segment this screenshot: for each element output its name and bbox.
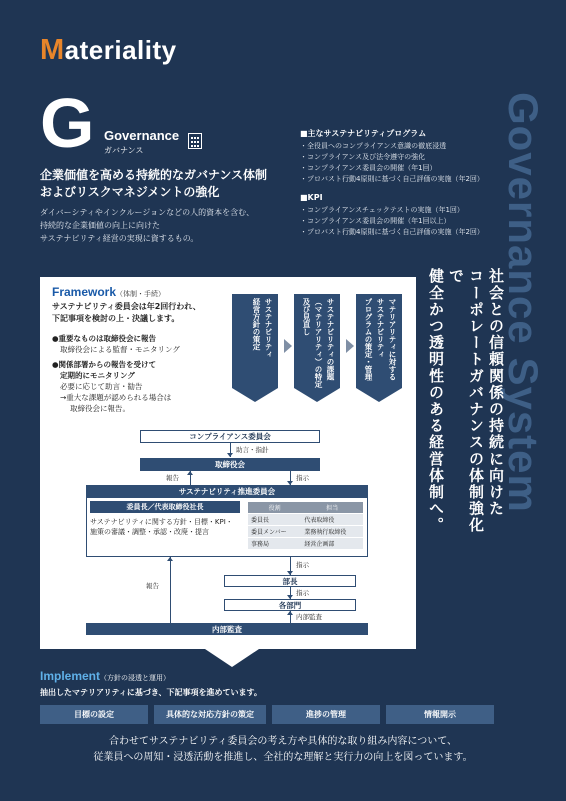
slogan-line: 健全かつ透明性のある経営体制へ。 <box>427 268 445 534</box>
kpi-title: ■KPI <box>300 193 323 202</box>
program-item: ・プロバスト行動4原則に基づく自己評価の実施（年2回） <box>300 175 484 183</box>
step-line: サステナビリティ <box>376 298 385 358</box>
arrow-up-icon <box>187 471 193 475</box>
step-line: サステナビリティ <box>264 298 273 358</box>
role-cell: 代表取締役 <box>301 514 363 526</box>
arrow-up-icon <box>167 557 173 561</box>
framework-item-line: 定期的にモニタリング <box>60 371 135 380</box>
advice-label: 助言・指針 <box>236 446 269 454</box>
framework-item-report <box>52 333 180 355</box>
intro-line: 持続的な企業価値の向上に向けた <box>40 221 160 230</box>
chair-desc-line: サステナビリティに関する方針・目標・KPI・ <box>90 518 233 526</box>
framework-item-monitoring <box>52 359 171 414</box>
step-line: サステナビリティの課題 <box>326 298 335 381</box>
arrow-down-icon <box>227 453 233 457</box>
step-line: マテリアリティに対する <box>388 298 397 381</box>
instruct-label: 指示 <box>296 474 309 482</box>
table-row <box>248 526 363 538</box>
step-arrow-program <box>356 294 402 388</box>
framework-item-line: 必要に応じて助言・勧告 <box>60 382 143 391</box>
role-cell: 経営企画部 <box>301 538 363 550</box>
framework-item-line: →重大な課題が認められる場合は <box>60 393 172 402</box>
intro-line: サステナビリティ経営の実現に資するもの。 <box>40 234 199 243</box>
framework-title-sub: （体制・手続） <box>116 290 166 298</box>
implement-title-sub: （方針の浸透と運用） <box>100 674 171 682</box>
chair-desc <box>90 517 233 537</box>
board-box: 取締役会 <box>140 458 320 471</box>
framework-item-line: ●関係部署からの報告を受けて <box>52 360 157 369</box>
framework-panel <box>40 277 416 649</box>
roles-header: 担当 <box>301 502 363 514</box>
title-rest: ateriality <box>64 35 177 65</box>
title-accent-letter: M <box>40 34 65 66</box>
slogan-line: 社会との信頼関係の持続に向けた <box>487 268 505 517</box>
sustainability-committee-header: サステナビリティ推進委員会 <box>86 485 368 498</box>
step-separator-icon <box>284 339 292 353</box>
section-name-en: Governance <box>104 128 180 143</box>
roles-table <box>248 502 363 549</box>
section-letter: G <box>40 84 95 162</box>
step-arrow-materiality <box>294 294 340 388</box>
program-title: ■主なサステナビリティプログラム <box>300 129 427 138</box>
roles-header: 役割 <box>248 502 301 514</box>
program-item: ・コンプライアンス及び法令遵守の強化 <box>300 153 426 161</box>
implement-item-disclosure: 情報開示 <box>386 705 494 724</box>
chair-desc-line: 施策の審議・調整・承認・改廃・提言 <box>90 528 209 536</box>
vertical-section-title: Governance System <box>500 92 547 513</box>
program-item: ・コンプライアンス委員会の開催（年1回） <box>300 164 437 172</box>
table-row <box>248 538 363 550</box>
step-line: （マテリアリティ）の特定 <box>314 298 323 388</box>
step-line: プログラムの策定・管理 <box>364 298 373 381</box>
slogan-line: コーポレートガバナンスの体制強化で <box>447 268 485 534</box>
building-icon <box>188 133 202 149</box>
kpi-item: ・コンプライアンスチェックテストの実施（年1回） <box>300 206 464 214</box>
instruct2-label: 指示 <box>296 561 309 569</box>
audit-label: 内部監査 <box>296 613 322 621</box>
program-item: ・全役員へのコンプライアンス意識の徹底浸透 <box>300 142 447 150</box>
page-title <box>40 34 177 67</box>
arrow-up-icon <box>287 611 293 615</box>
kpi-item: ・プロバスト行動4原則に基づく自己評価の実施（年2回） <box>300 228 484 236</box>
departments-box: 各部門 <box>224 599 356 611</box>
step-arrow-policy <box>232 294 278 388</box>
step-line: 及び見直し <box>302 298 311 336</box>
implement-title <box>40 669 170 683</box>
implement-item-goal: 目標の設定 <box>40 705 148 724</box>
role-cell: 委員メンバー <box>248 526 301 538</box>
framework-item-line: ●重要なものは取締役会に報告 <box>52 334 157 343</box>
instruct3-label: 指示 <box>296 589 309 597</box>
framework-title <box>52 285 165 299</box>
framework-title-text: Framework <box>52 285 117 299</box>
intro-line: ダイバーシティやインクルージョンなどの人的資本を含む、 <box>40 208 255 217</box>
headline <box>40 167 300 201</box>
connector-line <box>170 557 171 623</box>
table-row <box>248 514 363 526</box>
compliance-committee-box: コンプライアンス委員会 <box>140 430 320 443</box>
role-cell: 委員長 <box>248 514 301 526</box>
headline-line: およびリスクマネジメントの強化 <box>40 185 220 199</box>
report-label: 報告 <box>166 474 179 482</box>
closing-line: 合わせてサステナビリティ委員会の考え方や具体的な取り組み内容について、 <box>109 736 457 747</box>
report2-label: 報告 <box>146 582 159 590</box>
framework-desc-line: 下記事項を検討の上・決議します。 <box>52 314 180 323</box>
vertical-slogan <box>426 268 506 548</box>
framework-desc <box>52 301 201 325</box>
closing-line: 従業員への周知・浸透活動を推進し、全社的な理解と実行力の向上を図っています。 <box>93 752 473 763</box>
implement-title-text: Implement <box>40 669 101 683</box>
role-cell: 業務執行取締役 <box>301 526 363 538</box>
chair-box: 委員長／代表取締役社長 <box>90 501 240 513</box>
section-name-ja: ガバナンス <box>104 146 144 155</box>
implement-item-policy: 具体的な対応方針の策定 <box>154 705 266 724</box>
framework-desc-line: サステナビリティ委員会は年2回行われ、 <box>52 302 201 311</box>
framework-item-line: 取締役会に報告。 <box>70 404 130 413</box>
framework-item-line: 取締役会による監督・モニタリング <box>60 345 180 354</box>
step-separator-icon <box>346 339 354 353</box>
intro-text <box>40 206 290 245</box>
role-cell: 事務局 <box>248 538 301 550</box>
internal-audit-box: 内部監査 <box>86 623 368 635</box>
flow-down-arrow-icon <box>205 649 259 667</box>
step-line: 経営方針の策定 <box>252 298 261 351</box>
program-box <box>300 128 500 238</box>
implement-item-progress: 進捗の管理 <box>272 705 380 724</box>
closing-text <box>40 734 526 766</box>
kpi-item: ・コンプライアンス委員会の開催（年1回以上） <box>300 217 451 225</box>
implement-desc: 抽出したマテリアリティに基づき、下記事項を進めています。 <box>40 688 262 697</box>
dept-head-box: 部長 <box>224 575 356 587</box>
headline-line: 企業価値を高める持続的なガバナンス体制 <box>40 168 268 182</box>
